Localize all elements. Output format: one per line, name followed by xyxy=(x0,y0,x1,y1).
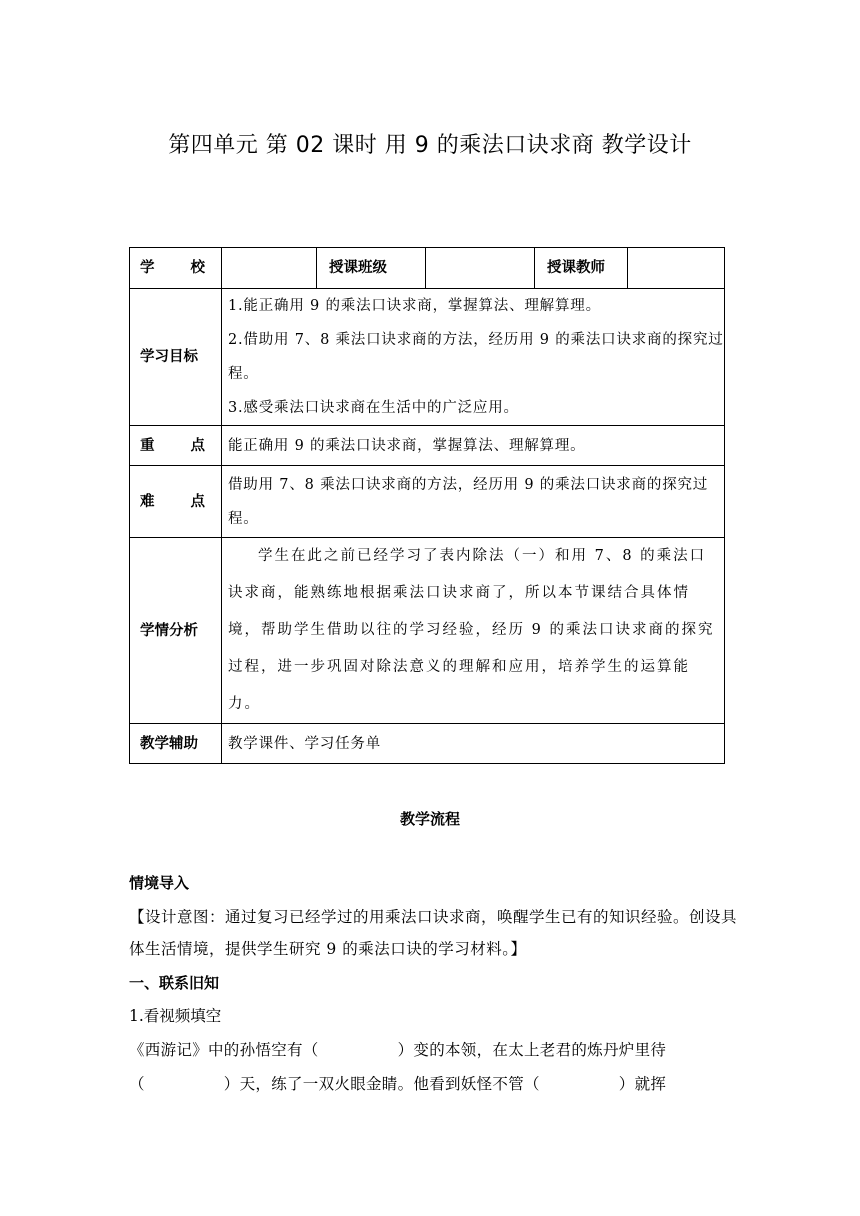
table-row xyxy=(130,248,725,289)
goal-item: 3.感受乘法口诀求商在生活中的广泛应用。 xyxy=(228,400,519,416)
teacher-label: 授课教师 xyxy=(535,248,628,289)
fill-blank-line: （ ）天，练了一双火眼金睛。他看到妖怪不管（ ）就挥 xyxy=(129,1075,667,1093)
item-one-text: 1.看视频填空 xyxy=(129,1007,222,1025)
class-label: 授课班级 xyxy=(317,248,426,289)
school-label: 学 校 xyxy=(130,248,222,289)
key-point-value: 能正确用 9 的乘法口诀求商，掌握算法、理解算理。 xyxy=(222,426,725,466)
design-intent-text: 【设计意图：通过复习已经学过的用乘法口诀求商，唤醒学生已有的知识经验。创设具体生活情境，提供学生研究 9 的乘法口诀的学习材料。】 xyxy=(129,908,738,958)
table-row xyxy=(130,466,725,538)
document-title: 第四单元 第 02 课时 用 9 的乘法口诀求商 教学设计 xyxy=(168,133,692,158)
key-point-label: 重 点 xyxy=(130,426,222,466)
aids-label: 教学辅助 xyxy=(130,724,222,764)
goal-item: 2.借助用 7、8 乘法口诀求商的方法，经历用 9 的乘法口诀求商的探究过程。 xyxy=(228,332,724,382)
fill-blank-line: 《西游记》中的孙悟空有（ ）变的本领，在太上老君的炼丹炉里待 xyxy=(129,1041,667,1059)
table-row xyxy=(130,426,725,466)
analysis-label: 学情分析 xyxy=(130,538,222,724)
class-value xyxy=(426,248,535,289)
school-value xyxy=(222,248,317,289)
goals-cell xyxy=(222,289,725,426)
part-one-heading: 一、联系旧知 xyxy=(129,974,220,992)
goals-label: 学习目标 xyxy=(130,289,222,426)
analysis-value xyxy=(222,538,725,724)
difficult-point-value: 借助用 7、8 乘法口诀求商的方法，经历用 9 的乘法口诀求商的探究过程。 xyxy=(222,466,725,538)
table-row xyxy=(130,289,725,426)
aids-value: 教学课件、学习任务单 xyxy=(222,724,725,764)
difficult-point-label: 难 点 xyxy=(130,466,222,538)
goal-item: 1.能正确用 9 的乘法口诀求商，掌握算法、理解算理。 xyxy=(228,298,601,314)
table-row xyxy=(130,538,725,724)
flow-heading: 教学流程 xyxy=(399,810,460,828)
section-intro-heading: 情境导入 xyxy=(129,874,190,892)
analysis-text: 学生在此之前已经学习了表内除法（一）和用 7、8 的乘法口诀求商，能熟练地根据乘法口诀求商了，所以本节课结合具体情境，帮助学生借助以往的学习经验，经历 9 的乘法口诀求商的探究过程，进一步巩固对除法意义的理解和应用，培养学生的运算能力。 xyxy=(228,548,715,712)
lesson-info-table xyxy=(129,247,725,764)
teacher-value xyxy=(628,248,725,289)
table-row xyxy=(130,724,725,764)
